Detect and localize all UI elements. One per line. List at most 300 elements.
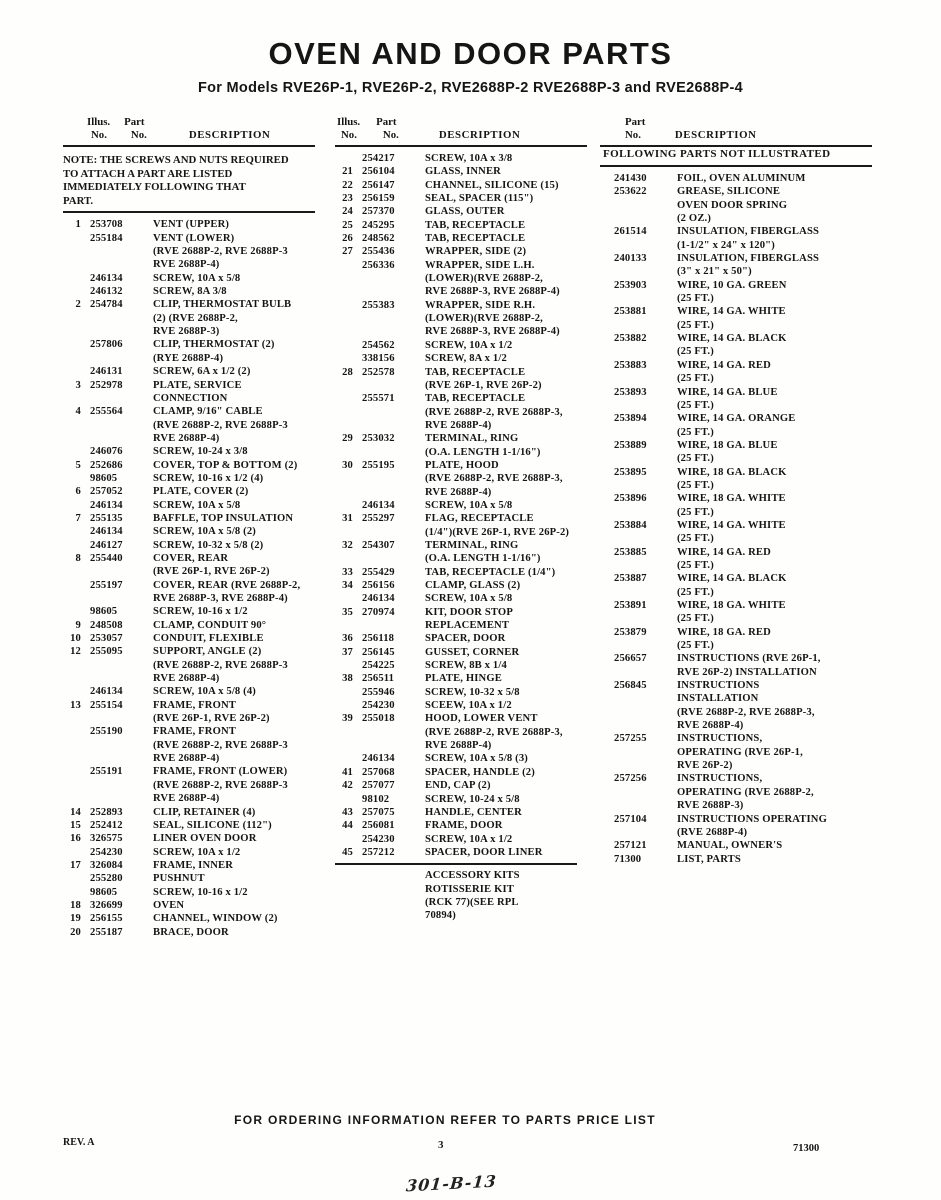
part-no-cell: [362, 883, 416, 896]
part-no-cell: 252978: [90, 379, 123, 391]
table-row: [335, 339, 587, 352]
illus-no-cell: 44: [342, 820, 353, 832]
part-no-cell: [362, 312, 416, 325]
part-no-cell: 256156: [362, 580, 395, 591]
part-no-cell: [90, 245, 144, 258]
part-no-cell: [362, 739, 416, 752]
part-no-cell: [614, 559, 668, 572]
table-row: [600, 692, 872, 705]
part-no-cell: [614, 826, 668, 839]
part-no-cell: [614, 666, 668, 679]
description-cell: FRAME, FRONT (LOWER): [153, 766, 288, 778]
description-cell: SEAL, SPACER (115"): [425, 193, 534, 205]
illus-no-cell: 45: [342, 846, 353, 858]
illus-no-cell: [63, 886, 81, 899]
table-row: [600, 466, 872, 479]
table-row: [600, 239, 872, 252]
description-cell: RVE 2688P-4): [425, 740, 492, 752]
illus-no-cell: [335, 739, 353, 752]
illus-no-cell: 31: [342, 513, 353, 525]
part-no-cell: 256159: [362, 193, 395, 205]
part-no-cell: 255297: [362, 513, 395, 525]
table-row: [335, 325, 587, 338]
illus-no-cell: [63, 432, 81, 445]
table-row: [600, 399, 872, 412]
description-cell: SCREW, 10-24 x 3/8: [153, 446, 248, 458]
column-1-header: [63, 116, 315, 142]
description-cell: ACCESSORY KITS: [425, 870, 520, 882]
table-row: [600, 172, 872, 185]
description-cell: CLAMP, CONDUIT 90°: [153, 619, 267, 631]
description-cell: SCREW, 10A x 5/8: [153, 499, 241, 511]
description-cell: (25 FT.): [677, 533, 714, 545]
table-row: [63, 565, 315, 578]
illus-no-cell: 1: [75, 219, 81, 231]
illus-no-cell: [63, 525, 81, 538]
part-no-cell: 245295: [362, 219, 395, 231]
part-no-cell: [614, 786, 668, 799]
illus-no-cell: 12: [70, 646, 81, 658]
table-row: [335, 406, 587, 419]
part-no-cell: 257806: [90, 339, 123, 351]
table-row: [600, 719, 872, 732]
part-no-cell: 255187: [90, 926, 123, 938]
table-row: [335, 686, 587, 699]
part-no-cell: 255154: [90, 699, 123, 711]
description-cell: INSTRUCTIONS: [677, 680, 760, 692]
illus-no-cell: [63, 579, 81, 592]
description-cell: RVE 2688P-3, RVE 2688P-4): [153, 593, 288, 604]
table-row: [63, 912, 315, 925]
table-row: [335, 459, 587, 472]
illus-no-cell: [335, 752, 353, 765]
part-no-cell: 253895: [614, 466, 647, 478]
illus-no-cell: [63, 338, 81, 351]
table-row: [335, 379, 587, 392]
part-no-cell: [362, 325, 416, 338]
part-no-cell: 253879: [614, 626, 647, 638]
part-no-cell: 255184: [90, 232, 123, 244]
description-cell: PUSHNUT: [153, 873, 205, 885]
table-row: [63, 459, 315, 472]
illus-no-cell: [335, 619, 353, 632]
parts-table-1: [63, 218, 315, 939]
part-no-cell: 253887: [614, 573, 647, 585]
revision-label: REV. A: [63, 1137, 95, 1148]
table-row: [600, 612, 872, 625]
description-cell: WIRE, 14 GA. RED: [677, 359, 771, 371]
illus-no-cell: 9: [75, 619, 81, 631]
part-no-cell: [614, 199, 668, 212]
table-row: [600, 652, 872, 665]
document-number: 71300: [793, 1143, 820, 1154]
description-cell: SCREW, 8A 3/8: [153, 286, 227, 298]
description-cell: RVE 2688P-3): [153, 326, 220, 338]
part-no-cell: 252686: [90, 459, 123, 471]
illus-no-cell: [335, 259, 353, 272]
table-row: [63, 419, 315, 432]
table-row: [63, 539, 315, 552]
part-no-cell: 257104: [614, 813, 647, 825]
table-row: [63, 379, 315, 392]
illus-no-cell: [335, 896, 353, 909]
table-row: [335, 539, 587, 552]
description-cell: RVE 2688P-4): [153, 753, 220, 765]
table-row: [63, 886, 315, 899]
table-row: [335, 152, 587, 165]
no-header: No.: [382, 129, 399, 141]
part-no-cell: 326575: [90, 833, 123, 845]
table-row: [600, 853, 872, 866]
description-cell: WIRE, 18 GA. RED: [677, 626, 771, 638]
part-no-cell: 256511: [362, 673, 395, 685]
table-row: [600, 759, 872, 772]
description-cell: SCREW, 10-24 x 5/8: [425, 793, 520, 805]
description-cell: SCREW, 6A x 1/2 (2): [153, 366, 251, 378]
description-cell: (25 FT.): [677, 640, 714, 652]
part-no-cell: 253708: [90, 219, 123, 231]
part-no-cell: 257255: [614, 733, 647, 745]
illus-no-cell: 27: [342, 246, 353, 258]
illus-no-cell: [63, 499, 81, 512]
part-no-cell: 255571: [362, 393, 395, 405]
illus-no-cell: 28: [342, 366, 353, 378]
description-cell: BRACE, DOOR: [153, 926, 229, 938]
table-row: [600, 666, 872, 679]
illus-no-cell: 25: [342, 219, 353, 231]
part-no-cell: 253885: [614, 546, 647, 558]
illus-no-cell: 22: [342, 179, 353, 191]
illus-no-cell: [63, 685, 81, 698]
divider: [335, 145, 587, 147]
table-row: [335, 245, 587, 258]
part-no-cell: [614, 345, 668, 358]
table-row: [63, 926, 315, 939]
description-cell: SCREW, 8B x 1/4: [425, 660, 507, 672]
part-no-cell: [614, 239, 668, 252]
description-cell: RVE 2688P-3, RVE 2688P-4): [425, 286, 560, 298]
description-cell: RVE 2688P-4): [425, 419, 492, 431]
description-cell: (25 FT.): [677, 426, 714, 438]
note-line: TO ATTACH A PART ARE LISTED: [63, 167, 233, 180]
part-no-cell: 71300: [614, 853, 642, 865]
part-no-cell: [362, 272, 416, 285]
table-row: [63, 499, 315, 512]
part-no-cell: [614, 746, 668, 759]
description-cell: (LOWER)(RVE 2688P-2,: [425, 273, 543, 285]
description-cell: PLATE, HINGE: [425, 673, 502, 685]
table-row: [335, 312, 587, 325]
description-cell: FLAG, RECEPTACLE: [425, 513, 534, 525]
illus-no-cell: [335, 312, 353, 325]
description-cell: SCREW, 10-32 x 5/8: [425, 686, 520, 698]
illus-no-cell: [63, 352, 81, 365]
description-cell: MANUAL, OWNER'S: [677, 840, 783, 852]
description-cell: CLIP, THERMOSTAT BULB: [153, 299, 292, 311]
table-row: [335, 179, 587, 192]
illus-no-cell: 43: [342, 806, 353, 818]
no-header: No.: [341, 129, 357, 141]
table-row: [335, 419, 587, 432]
part-no-cell: 254230: [362, 700, 395, 712]
illus-no-cell: 10: [70, 633, 81, 645]
part-no-cell: [614, 612, 668, 625]
description-cell: (25 FT.): [677, 559, 714, 571]
illus-no-cell: [63, 312, 81, 325]
description-cell: SCREW, 10A x 5/8: [425, 499, 513, 511]
description-cell: (RVE 2688P-2, RVE 2688P-3: [153, 659, 288, 671]
part-no-cell: [90, 779, 144, 792]
illus-no-cell: 17: [70, 859, 81, 871]
illus-no-cell: [63, 846, 81, 859]
description-cell: (RYE 2688P-4): [153, 352, 224, 364]
illus-no-cell: 19: [70, 913, 81, 925]
illus-no-cell: 16: [70, 833, 81, 845]
table-row: [600, 372, 872, 385]
part-no-cell: 255564: [90, 406, 123, 418]
table-row: [63, 285, 315, 298]
part-no-cell: [614, 706, 668, 719]
illus-no-cell: 23: [342, 193, 353, 205]
description-cell: CLIP, RETAINER (4): [153, 806, 256, 818]
part-no-cell: 241430: [614, 173, 647, 184]
table-row: [63, 752, 315, 765]
table-row: [335, 819, 587, 832]
table-row: [63, 512, 315, 525]
part-no-cell: [362, 446, 416, 459]
table-row: [335, 392, 587, 405]
illus-no-cell: [335, 419, 353, 432]
part-no-cell: [614, 265, 668, 278]
no-header: No.: [130, 129, 147, 141]
part-no-cell: [614, 506, 668, 519]
part-no-cell: [362, 486, 416, 499]
part-no-cell: 256657: [614, 653, 647, 665]
illus-no-cell: 3: [75, 379, 81, 391]
description-cell: SCREW, 10-16 x 1/2 (4): [153, 472, 264, 484]
illus-no-cell: [335, 883, 353, 896]
illus-no-cell: [63, 765, 81, 778]
table-row: [335, 552, 587, 565]
illus-no-cell: [335, 285, 353, 298]
parts-table-3: [600, 172, 872, 866]
description-cell: WRAPPER, SIDE (2): [425, 246, 527, 258]
description-cell: CLAMP, GLASS (2): [425, 580, 521, 591]
part-no-cell: 246134: [90, 499, 123, 511]
table-row: [63, 245, 315, 258]
table-row: [63, 579, 315, 592]
description-cell: VENT (UPPER): [153, 219, 230, 231]
illus-no-cell: 42: [342, 780, 353, 792]
description-cell: COVER, REAR: [153, 552, 229, 564]
description-cell: (25 FT.): [677, 399, 714, 411]
description-cell: WIRE, 14 GA. WHITE: [677, 519, 786, 531]
illus-no-cell: 5: [75, 459, 81, 471]
description-header: DESCRIPTION: [438, 129, 521, 141]
description-cell: WIRE, 14 GA. BLACK: [677, 333, 787, 345]
part-no-cell: 254307: [362, 539, 395, 551]
table-row: [63, 445, 315, 458]
table-row: [335, 192, 587, 205]
description-cell: RVE 2688P-3): [677, 800, 744, 812]
description-cell: KIT, DOOR STOP: [425, 606, 513, 618]
part-no-cell: 326699: [90, 899, 123, 911]
table-row: [335, 883, 587, 896]
note-line: NOTE: THE SCREWS AND NUTS REQUIRED: [63, 154, 289, 166]
description-cell: (RVE 2688P-2, RVE 2688P-3,: [425, 473, 563, 485]
table-row: [335, 205, 587, 218]
part-no-cell: 257121: [614, 840, 647, 852]
description-cell: (25 FT.): [677, 293, 714, 305]
part-no-cell: [90, 325, 144, 338]
table-row: [335, 165, 587, 178]
illus-no-cell: 38: [342, 673, 353, 685]
illus-no-cell: 14: [70, 806, 81, 818]
description-cell: (25 FT.): [677, 373, 714, 385]
description-cell: SCREW, 10A x 5/8 (3): [425, 753, 528, 765]
part-header: Part: [124, 116, 145, 128]
part-no-cell: 254230: [362, 833, 395, 845]
description-cell: (25 FT.): [677, 613, 714, 625]
illus-no-cell: 26: [342, 233, 353, 245]
illus-no-cell: [63, 739, 81, 752]
description-cell: (RVE 2688P-2, RVE 2688P-3: [153, 246, 288, 258]
part-no-cell: 257077: [362, 780, 395, 792]
illus-no-cell: 13: [70, 699, 81, 711]
part-no-cell: 256118: [362, 633, 395, 645]
part-no-cell: 252412: [90, 819, 123, 831]
part-no-cell: [614, 479, 668, 492]
description-cell: SPACER, DOOR: [425, 633, 506, 645]
part-no-cell: 255135: [90, 512, 123, 524]
description-cell: (RVE 2688P-2, RVE 2688P-3,: [425, 406, 563, 418]
part-no-cell: 98605: [90, 472, 118, 484]
part-no-cell: 253903: [614, 279, 647, 291]
description-cell: SCREW, 10A x 1/2: [153, 846, 241, 858]
illus-no-cell: [63, 258, 81, 271]
part-no-cell: 256845: [614, 680, 647, 692]
part-no-cell: [90, 392, 144, 405]
table-row: [600, 786, 872, 799]
part-no-cell: 255190: [90, 726, 123, 738]
illus-no-cell: 36: [342, 633, 353, 645]
illus-no-cell: [63, 245, 81, 258]
illus-header: Illus.: [337, 116, 361, 128]
illus-no-cell: [335, 686, 353, 699]
part-no-cell: 98102: [362, 793, 390, 805]
illus-no-cell: [63, 365, 81, 378]
illus-no-cell: 7: [75, 512, 81, 524]
part-no-cell: 255946: [362, 686, 395, 698]
description-cell: (RVE 26P-1, RVE 26P-2): [153, 713, 270, 725]
part-no-cell: 246076: [90, 446, 123, 458]
part-no-cell: 256336: [362, 259, 395, 271]
description-cell: RVE 2688P-4): [153, 432, 220, 444]
part-no-cell: [90, 672, 144, 685]
illus-no-cell: [335, 299, 353, 312]
illus-no-cell: [335, 793, 353, 806]
column-3-header: [600, 116, 872, 142]
table-row: [335, 566, 587, 579]
part-no-cell: 257212: [362, 846, 395, 858]
table-row: [335, 699, 587, 712]
illus-no-cell: [63, 272, 81, 285]
table-row: [600, 439, 872, 452]
description-cell: HANDLE, CENTER: [425, 806, 522, 818]
description-cell: TAB, RECEPTACLE: [425, 393, 526, 405]
part-no-cell: 254217: [362, 153, 395, 164]
description-cell: WIRE, 18 GA. BLUE: [677, 439, 778, 451]
table-row: [63, 338, 315, 351]
description-cell: FRAME, DOOR: [425, 820, 503, 832]
part-no-cell: [614, 426, 668, 439]
illus-no-cell: 24: [342, 206, 353, 218]
table-row: [600, 506, 872, 519]
table-row: [63, 832, 315, 845]
illus-header: Illus.: [87, 116, 111, 128]
description-cell: (25 FT.): [677, 346, 714, 358]
description-cell: SCREW, 10-32 x 5/8 (2): [153, 539, 264, 551]
part-no-cell: 246131: [90, 366, 123, 378]
table-row: [63, 619, 315, 632]
illus-no-cell: 8: [75, 552, 81, 564]
table-row: [600, 265, 872, 278]
part-no-cell: [90, 592, 144, 605]
illus-no-cell: [63, 472, 81, 485]
part-no-cell: 255383: [362, 299, 395, 311]
illus-no-cell: [63, 872, 81, 885]
table-row: [63, 218, 315, 231]
parts-column-3: [600, 116, 872, 866]
table-row: [600, 359, 872, 372]
part-no-cell: [90, 659, 144, 672]
description-cell: SEAL, SILICONE (112"): [153, 819, 272, 831]
part-no-cell: 254784: [90, 299, 123, 311]
table-row: [600, 345, 872, 358]
part-no-cell: 253889: [614, 439, 647, 451]
table-row: [63, 765, 315, 778]
part-header: Part: [376, 116, 397, 128]
table-row: [335, 299, 587, 312]
table-row: [600, 813, 872, 826]
description-cell: WIRE, 14 GA. BLACK: [677, 573, 787, 585]
part-no-cell: [614, 799, 668, 812]
part-no-cell: [614, 452, 668, 465]
part-no-cell: [614, 372, 668, 385]
illus-no-cell: [63, 605, 81, 618]
description-cell: (O.A. LENGTH 1-1/16"): [425, 446, 541, 458]
part-no-cell: 254230: [90, 846, 123, 858]
table-row: [600, 572, 872, 585]
column-2-header: [335, 116, 587, 142]
part-no-cell: 270974: [362, 606, 395, 618]
description-cell: (RVE 2688P-2, RVE 2688P-3,: [677, 706, 815, 718]
table-row: [63, 258, 315, 271]
description-cell: SCREW, 10A x 3/8: [425, 153, 513, 164]
description-cell: HOOD, LOWER VENT: [425, 713, 538, 725]
table-row: [600, 479, 872, 492]
illus-no-cell: [335, 339, 353, 352]
part-no-cell: [362, 419, 416, 432]
description-cell: GLASS, INNER: [425, 166, 501, 178]
part-no-cell: [362, 526, 416, 539]
part-no-cell: 246127: [90, 539, 123, 551]
description-cell: SCREW, 10A x 5/8: [425, 593, 513, 605]
ordering-note: FOR ORDERING INFORMATION REFER TO PARTS PRICE LIST: [234, 1113, 656, 1127]
table-row: [600, 412, 872, 425]
table-row: [600, 732, 872, 745]
illus-no-cell: 15: [70, 819, 81, 831]
